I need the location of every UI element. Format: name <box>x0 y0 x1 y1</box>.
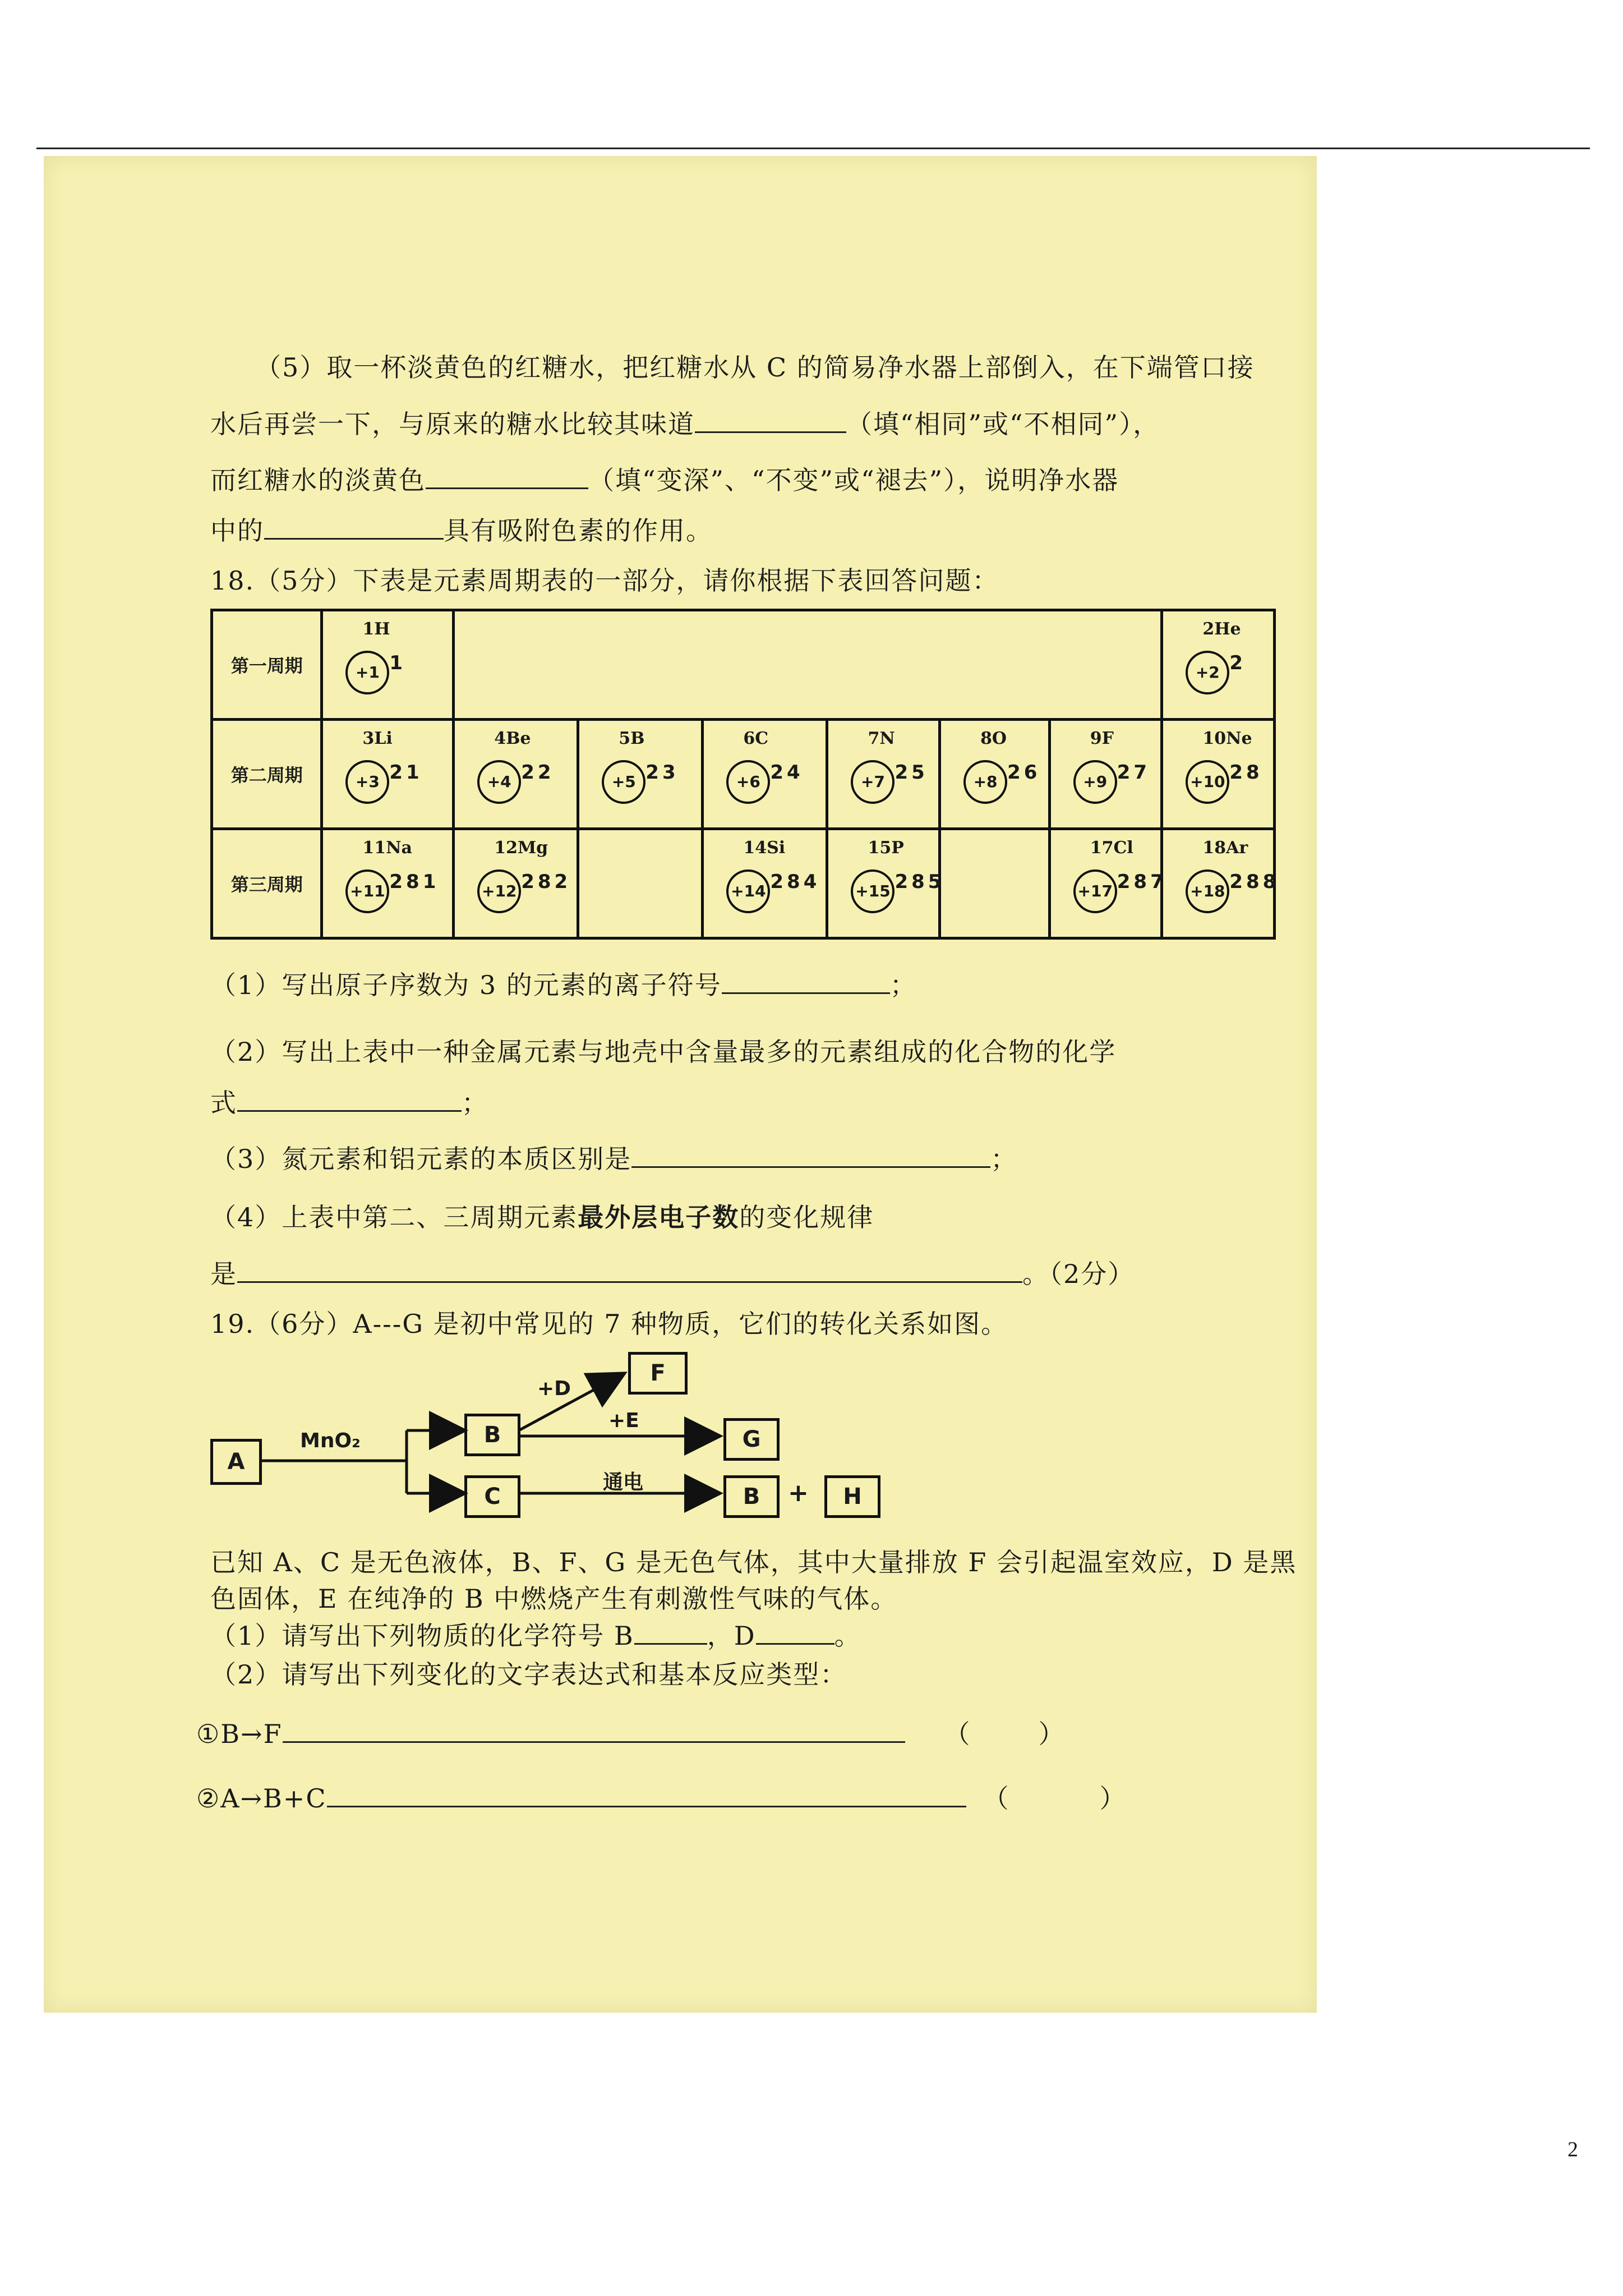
electron-shells: 2 <box>1229 652 1246 674</box>
nucleus-circle: +5 <box>602 760 645 804</box>
plus-sign: + <box>788 1479 809 1507</box>
empty-cell <box>454 610 1162 720</box>
plus-E-label: +E <box>608 1409 639 1432</box>
page-number: 2 <box>1567 2138 1578 2161</box>
electron-shells: 28 <box>1229 761 1263 784</box>
electron-shells: 281 <box>389 871 440 893</box>
electron-shells: 21 <box>389 761 423 784</box>
q19-sub2: （2）请写出下列变化的文字表达式和基本反应类型： <box>210 1659 847 1690</box>
q18-sub2-line2: 式 ； <box>210 1085 488 1120</box>
element-cell-O: 8O +8 26 <box>940 720 1050 829</box>
period-label: 第二周期 <box>212 720 322 829</box>
answer-blank-pattern[interactable] <box>237 1257 1022 1283</box>
q19-reaction1: ①B→F （ ） <box>196 1717 1066 1751</box>
element-cell-B: 5B +5 23 <box>578 720 703 829</box>
answer-blank-adsorbent[interactable] <box>264 513 444 540</box>
plus-D-label: +D <box>537 1377 571 1400</box>
electrolysis-label: 通电 <box>603 1471 644 1494</box>
element-cell-N: 7N +7 25 <box>827 720 940 829</box>
node-H: H <box>824 1475 880 1518</box>
nucleus-circle: +17 <box>1073 869 1117 913</box>
q19-known-line1: 已知 A、C 是无色液体，B、F、G 是无色气体，其中大量排放 F 会引起温室效应，D 是黑 <box>210 1547 1297 1577</box>
answer-blank-D-symbol[interactable] <box>756 1618 834 1645</box>
answer-blank-essential-difference[interactable] <box>631 1142 990 1168</box>
nucleus-circle: +11 <box>345 869 389 913</box>
empty-cell <box>578 829 703 938</box>
nucleus-circle: +2 <box>1186 651 1229 694</box>
q19-known-line2: 色固体，E 在纯净的 B 中燃烧产生有刺激性气味的气体。 <box>210 1584 898 1614</box>
answer-blank-reaction1[interactable] <box>283 1717 905 1743</box>
element-cell-Li: 3Li +3 21 <box>322 720 454 829</box>
electron-shells: 26 <box>1007 761 1041 784</box>
nucleus-circle: +9 <box>1073 760 1117 804</box>
electron-shells: 25 <box>895 761 928 784</box>
electron-shells: 285 <box>895 871 945 893</box>
element-cell-Cl: 17Cl +17 287 <box>1049 829 1162 938</box>
q18-sub2-line1: （2）写出上表中一种金属元素与地壳中含量最多的元素组成的化合物的化学 <box>210 1037 1117 1067</box>
electron-shells: 1 <box>389 652 407 674</box>
node-G: G <box>723 1418 780 1461</box>
answer-blank-B-symbol[interactable] <box>634 1618 707 1645</box>
element-cell-F: 9F +9 27 <box>1049 720 1162 829</box>
header-rule <box>36 148 1590 149</box>
electron-shells: 23 <box>645 761 679 784</box>
q18-sub3: （3）氮元素和铝元素的本质区别是 ； <box>210 1142 1017 1176</box>
answer-blank-ion-symbol[interactable] <box>722 968 890 994</box>
electron-shells: 282 <box>521 871 571 893</box>
nucleus-circle: +8 <box>963 760 1007 804</box>
period-label: 第一周期 <box>212 610 322 720</box>
nucleus-circle: +6 <box>726 760 770 804</box>
answer-blank-color[interactable] <box>426 463 588 489</box>
node-B: B <box>464 1414 520 1456</box>
element-cell-H: 1H +1 1 <box>322 610 454 720</box>
electron-shells: 284 <box>770 871 820 893</box>
element-cell-Mg: 12Mg +12 282 <box>454 829 578 938</box>
answer-blank-taste[interactable] <box>695 407 846 433</box>
nucleus-circle: +3 <box>345 760 389 804</box>
element-cell-Ne: 10Ne +10 28 <box>1162 720 1275 829</box>
node-A: A <box>210 1439 262 1485</box>
element-cell-Ar: 18Ar +18 288 <box>1162 829 1275 938</box>
electron-shells: 287 <box>1117 871 1167 893</box>
q18-sub4-line2: 是 。（2分） <box>210 1257 1135 1291</box>
q17-item5-line4: 中的 具有吸附色素的作用。 <box>210 513 713 547</box>
electron-shells: 24 <box>770 761 804 784</box>
node-C: C <box>464 1475 520 1518</box>
element-cell-Be: 4Be +4 22 <box>454 720 578 829</box>
element-cell-Si: 14Si +14 284 <box>703 829 827 938</box>
q17-item5-line2: 水后再尝一下，与原来的糖水比较其味道 （填“相同”或“不相同”）， <box>210 407 1160 441</box>
periodic-table <box>210 609 1280 940</box>
q18-intro: 18.（5分）下表是元素周期表的一部分，请你根据下表回答问题： <box>210 565 999 596</box>
empty-cell <box>940 829 1050 938</box>
nucleus-circle: +7 <box>851 760 895 804</box>
nucleus-circle: +1 <box>345 651 389 694</box>
nucleus-circle: +15 <box>851 869 895 913</box>
node-F: F <box>628 1352 688 1395</box>
element-cell-C: 6C +6 24 <box>703 720 827 829</box>
nucleus-circle: +14 <box>726 869 770 913</box>
node-B-product: B <box>723 1475 780 1518</box>
q18-sub4-line1: （4）上表中第二、三周期元素最外层电子数的变化规律 <box>210 1202 874 1232</box>
answer-blank-compound-formula[interactable] <box>237 1085 462 1112</box>
q17-item5-line1: （5）取一杯淡黄色的红糖水，把红糖水从 C 的简易净水器上部倒入，在下端管口接 <box>255 352 1255 383</box>
element-cell-Na: 11Na +11 281 <box>322 829 454 938</box>
answer-blank-reaction2[interactable] <box>327 1781 966 1807</box>
nucleus-circle: +4 <box>477 760 521 804</box>
catalyst-label: MnO₂ <box>300 1429 361 1452</box>
nucleus-circle: +18 <box>1186 869 1229 913</box>
q19-reaction2: ②A→B+C （ ） <box>196 1781 1127 1815</box>
electron-shells: 27 <box>1117 761 1151 784</box>
electron-shells: 288 <box>1229 871 1280 893</box>
q19-sub1: （1）请写出下列物质的化学符号 B ，D 。 <box>210 1618 861 1653</box>
nucleus-circle: +10 <box>1186 760 1229 804</box>
period-label: 第三周期 <box>212 829 322 938</box>
electron-shells: 22 <box>521 761 555 784</box>
q18-sub1: （1）写出原子序数为 3 的元素的离子符号 ； <box>210 968 917 1002</box>
element-cell-P: 15P +15 285 <box>827 829 940 938</box>
element-cell-He: 2He +2 2 <box>1162 610 1275 720</box>
q19-intro: 19.（6分）A---G 是初中常见的 7 种物质，它们的转化关系如图。 <box>210 1309 1008 1339</box>
nucleus-circle: +12 <box>477 869 521 913</box>
q17-item5-line3: 而红糖水的淡黄色 （填“变深”、“不变”或“褪去”），说明净水器 <box>210 463 1119 497</box>
